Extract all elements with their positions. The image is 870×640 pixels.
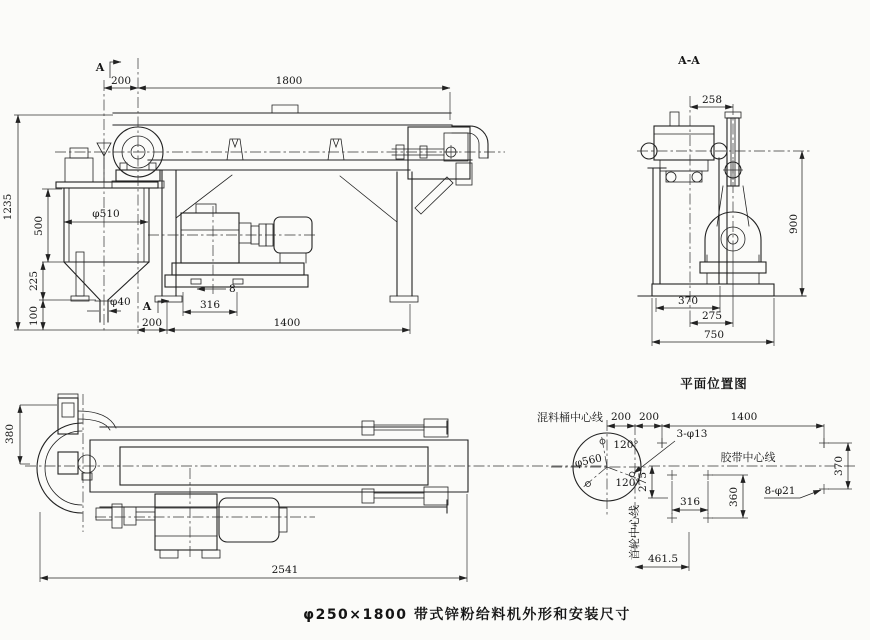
- dim-slot-8: 8: [229, 283, 236, 295]
- section-marker-a-bottom: A: [142, 300, 152, 313]
- dim-900: 900: [788, 213, 800, 235]
- section-view-aa: [637, 54, 810, 346]
- dim-200-pos-b: 200: [638, 411, 660, 423]
- dim-barrel-dia: φ510: [92, 208, 120, 220]
- section-view-centerlines: [637, 96, 810, 318]
- dim-750: 750: [703, 329, 725, 341]
- dim-316: 316: [199, 299, 221, 311]
- section-title: A-A: [678, 54, 700, 67]
- plan-view-dimensions: [20, 405, 467, 582]
- position-diagram-linework: [551, 420, 858, 556]
- dim-461-5: 461.5: [647, 553, 679, 565]
- plan-view-linework: [37, 394, 468, 558]
- dim-200-pos-a: 200: [610, 411, 632, 423]
- section-marker-a-top: A: [95, 61, 105, 74]
- dim-circle-dia: φ560: [573, 452, 604, 470]
- dim-1235: 1235: [2, 193, 14, 221]
- dim-258: 258: [701, 94, 723, 106]
- section-view-linework: [638, 112, 806, 296]
- dim-2541: 2541: [271, 564, 299, 576]
- mixer-centerline-label: 混料桶中心线: [537, 411, 603, 424]
- dim-500: 500: [33, 215, 45, 237]
- dim-200-bottom: 200: [141, 317, 163, 329]
- dim-100: 100: [28, 305, 40, 327]
- front-view-centerlines: [55, 58, 505, 334]
- dim-380: 380: [4, 423, 16, 445]
- belt-centerline-label: 胶带中心线: [720, 451, 776, 464]
- front-view-linework: [56, 105, 488, 322]
- dim-370-aa: 370: [677, 295, 699, 307]
- dim-holes-3-d13: 3-φ13: [676, 428, 708, 440]
- drawing-caption: φ250×1800 带式锌粉给料机外形和安装尺寸: [303, 607, 631, 623]
- dim-1400: 1400: [273, 317, 301, 329]
- dim-200-top: 200: [110, 75, 132, 87]
- dim-1400-pos: 1400: [730, 411, 758, 423]
- dim-360-pos: 360: [728, 486, 740, 508]
- front-view: [2, 58, 505, 334]
- dim-370-pos: 370: [833, 455, 845, 477]
- position-diagram-title: 平面位置图: [680, 376, 748, 391]
- dim-275-pos: 275: [637, 471, 649, 493]
- plan-view-centerlines: [25, 394, 610, 558]
- position-diagram: [537, 376, 858, 571]
- dim-316-pos: 316: [679, 496, 701, 508]
- dim-angle-a: 120°: [613, 439, 639, 451]
- dim-275-aa: 275: [701, 310, 723, 322]
- dim-1800: 1800: [275, 75, 303, 87]
- plan-view: [4, 394, 610, 582]
- dim-holes-8-d21: 8-φ21: [764, 485, 796, 497]
- head-pulley-centerline-label: 首轮中心线: [628, 505, 641, 560]
- dim-spout-dia: φ40: [110, 296, 131, 308]
- dim-225: 225: [28, 270, 40, 292]
- dim-angle-b: 120°: [615, 477, 641, 489]
